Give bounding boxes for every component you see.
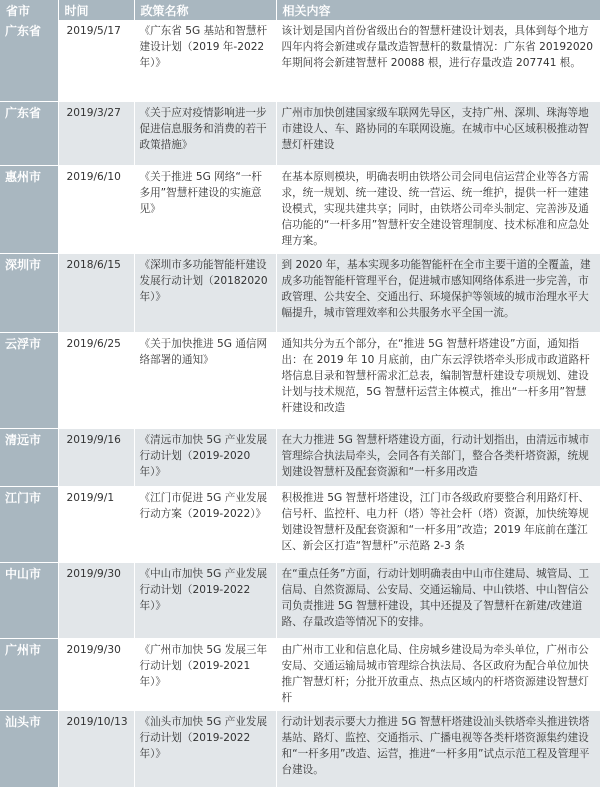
row-content: 在基本原则模块，明确表明由铁塔公司会同电信运营企业等各方需求，统一规划、统一建设、统一营运、统一维护，提供一杆一建建设模式，实现共建共享；同时，由铁塔公司牵头制定、完善涉及通信功能的“一杆多用”智慧杆安全建设管理制度、技术标准和应急处理方案。 [276,165,600,253]
row-date: 2019/6/10 [58,165,134,253]
row-content: 通知共分为五个部分，在“推进 5G 智慧杆塔建设”方面，通知指出：在 2019 年 10 月底前，由广东云浮铁塔牵头形成市政道路杆塔信息目录和智慧杆需求汇总表，编制智慧杆建设专项规划、建设计划与技术规范，5G 智慧杆运营主体模式，推出“一杆多用”智慧杆建设和改造 [276,332,600,428]
row-city: 惠州市 [0,165,58,253]
row-content: 由广州市工业和信息化局、住房城乡建设局为牵头单位，广州市公安局、交通运输局城市管理综合执法局、各区政府为配合单位加快推广智慧灯杆；分批开放重点、热点区域内的杆塔资源建设智慧灯杆 [276,638,600,710]
header-date: 时间 [58,0,134,20]
row-date: 2018/6/15 [58,253,134,332]
table-row [0,428,600,486]
row-content: 行动计划表示要大力推进 5G 智慧杆塔建设汕头铁塔牵头推进铁塔基站、路灯、监控、交通指示、广播电视等各类杆塔资源集约建设和“一杆多用”改造、运营，推进“一杆多用”试点示范工程及管理平台建设。 [276,710,600,787]
row-city: 广州市 [0,638,58,710]
table-row [0,253,600,332]
row-policy: 《关于应对疫情影响进一步促进信息服务和消费的若干政策措施》 [134,101,276,165]
row-city: 清远市 [0,428,58,486]
row-date: 2019/9/30 [58,562,134,638]
table-row [0,101,600,165]
row-date: 2019/6/25 [58,332,134,428]
row-city: 江门市 [0,486,58,562]
row-policy: 《广东省 5G 基站和智慧杆建设计划（2019 年-2022 年）》 [134,20,276,101]
table-row [0,638,600,710]
row-date: 2019/10/13 [58,710,134,787]
row-policy: 《关于加快推进 5G 通信网络部署的通知》 [134,332,276,428]
row-content: 到 2020 年，基本实现多功能智能杆在全市主要干道的全覆盖，建成多功能智能杆管理平台，促进城市感知网络体系进一步完善，市政管理、公共安全、交通出行、环境保护等领域的城市治理水平大幅提升，城市管理效率和公共服务水平全国一流。 [276,253,600,332]
row-city: 中山市 [0,562,58,638]
row-content: 积极推进 5G 智慧杆塔建设，江门市各级政府要整合利用路灯杆、信号杆、监控杆、电力杆（塔）等社会杆（塔）资源，加快统筹规划建设智慧杆及配套资源和“一杆多用”改造；2019 年底前在蓬江区、新会区打造“智慧杆”示范路 2-3 条 [276,486,600,562]
row-date: 2019/9/30 [58,638,134,710]
row-policy: 《中山市加快 5G 产业发展行动计划（2019-2022 年）》 [134,562,276,638]
row-city: 汕头市 [0,710,58,787]
table-row [0,562,600,638]
table-header [0,0,600,20]
row-policy: 《深圳市多功能智能杆建设发展行动计划（20182020年）》 [134,253,276,332]
row-city: 广东省 [0,101,58,165]
row-date: 2019/5/17 [58,20,134,101]
row-content: 广州市加快创建国家级车联网先导区，支持广州、深圳、珠海等地市建设人、车、路协同的车联网设施。在城市中心区域积极推动智慧灯杆建设 [276,101,600,165]
table-row [0,332,600,428]
row-date: 2019/3/27 [58,101,134,165]
table-row [0,165,600,253]
row-content: 该计划是国内首份省级出台的智慧杆建设计划表，具体到每个地方四年内将会新建或存量改造智慧杆的数量情况：广东省 20192020 年期间将会新建智慧杆 20088 根，进行存量改造 207741 根。 [276,20,600,101]
table-row [0,710,600,787]
table-row [0,20,600,101]
row-policy: 《广州市加快 5G 发展三年行动计划（2019-2021 年）》 [134,638,276,710]
table-row [0,486,600,562]
header-policy: 政策名称 [134,0,276,20]
row-date: 2019/9/1 [58,486,134,562]
row-policy: 《江门市促进 5G 产业发展行动方案（2019-2022）》 [134,486,276,562]
row-policy: 《汕头市加快 5G 产业发展行动计划（2019-2022 年）》 [134,710,276,787]
row-city: 广东省 [0,20,58,101]
row-content: 在大力推进 5G 智慧杆塔建设方面，行动计划指出，由清远市城市管理综合执法局牵头，会同各有关部门，整合各类杆塔资源，统规划建设智慧杆及配套资源和“一杆多用改造 [276,428,600,486]
header-city: 省市 [0,0,58,20]
row-date: 2019/9/16 [58,428,134,486]
header-content: 相关内容 [276,0,600,20]
row-city: 云浮市 [0,332,58,428]
row-content: 在“重点任务”方面，行动计划明确表由中山市住建局、城管局、工信局、自然资源局、公安局、交通运输局、中山铁塔、中山智信公司负责推进 5G 智慧杆建设，其中还提及了智慧杆在新建/改建道路、存量改造等情况下的安排。 [276,562,600,638]
row-policy: 《清远市加快 5G 产业发展行动计划（2019-2020年）》 [134,428,276,486]
row-city: 深圳市 [0,253,58,332]
row-policy: 《关于推进 5G 网络“一杆多用”智慧杆建设的实施意见》 [134,165,276,253]
